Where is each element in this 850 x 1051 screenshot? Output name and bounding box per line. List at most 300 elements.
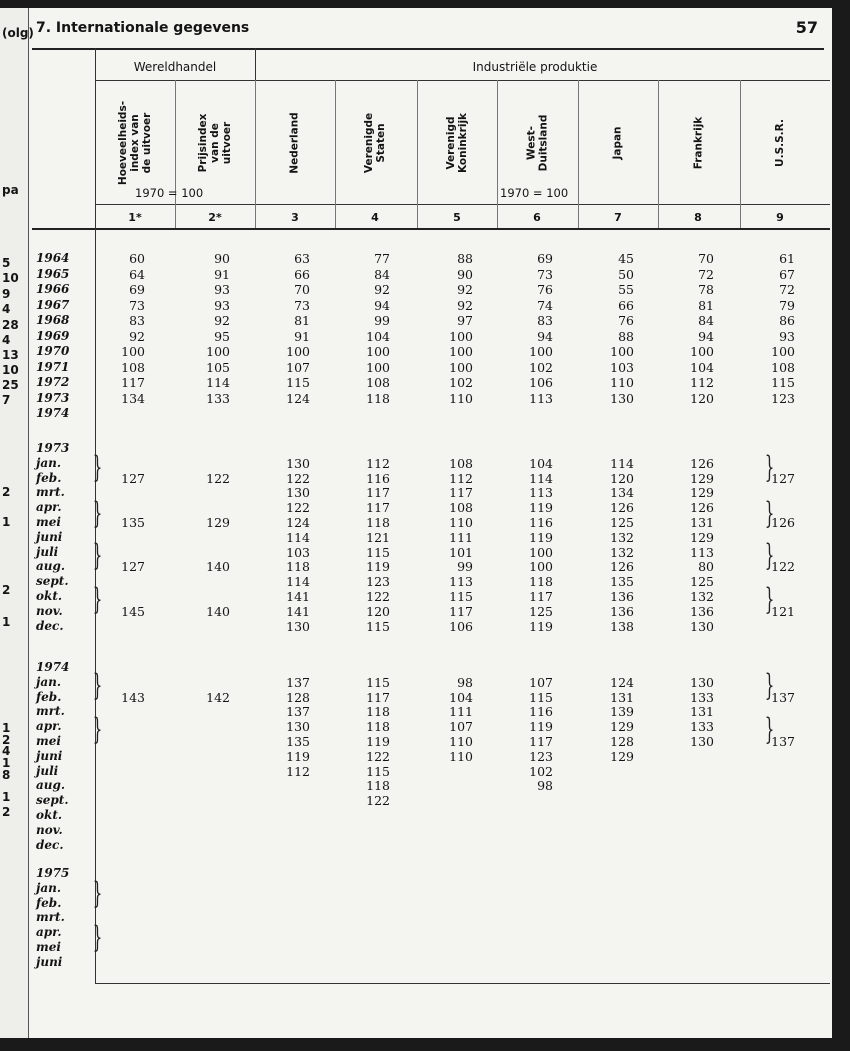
table-cell: 122 <box>771 559 795 575</box>
table-cell: 136 <box>610 603 634 619</box>
table-cell: 92 <box>457 297 473 313</box>
group-rule <box>95 80 830 81</box>
table-cell: 108 <box>771 359 795 375</box>
table-cell: 118 <box>366 390 390 406</box>
table-cell: 107 <box>286 359 310 375</box>
adjacent-page-fragment: 10 <box>2 363 19 377</box>
row-label: jan. <box>36 455 62 470</box>
row-label: 1975 <box>36 866 70 880</box>
column-number: 6 <box>533 211 541 224</box>
table-cell: 137 <box>771 734 795 749</box>
table-cell: 100 <box>529 344 553 359</box>
table-cell: 133 <box>690 719 714 735</box>
adjacent-page-fragment: 2 <box>2 733 11 747</box>
table-cell: 139 <box>610 704 634 720</box>
table-row <box>30 500 830 515</box>
table-cell: 122 <box>366 793 390 809</box>
adjacent-page-fragment: 5 <box>2 256 11 270</box>
adjacent-page-fragment: 2 <box>2 485 11 499</box>
table-cell: 55 <box>618 282 634 297</box>
column-header-label: Prijsindex van de uitvoer <box>197 113 233 173</box>
table-cell: 100 <box>366 344 390 359</box>
row-label: nov. <box>36 822 63 837</box>
table-cell: 74 <box>537 297 553 313</box>
table-cell: 137 <box>771 689 795 705</box>
table-cell: 92 <box>457 282 473 297</box>
column-header-label: Hoeveelheids- index van de uitvoer <box>117 100 154 186</box>
table-cell: 122 <box>206 470 230 486</box>
table-cell: 110 <box>610 375 634 390</box>
section-title: 7. Internationale gegevens <box>36 20 250 36</box>
table-row <box>30 574 830 589</box>
row-label: dec. <box>36 837 64 852</box>
quarter-brace: } <box>92 668 103 703</box>
table-cell: 97 <box>457 313 473 328</box>
table-row <box>30 896 830 911</box>
adjacent-page-fragment: 9 <box>2 287 11 301</box>
table-cell: 105 <box>206 359 230 375</box>
table-cell: 123 <box>529 748 553 764</box>
column-number: 5 <box>453 211 461 224</box>
table-row <box>30 313 830 328</box>
table-cell: 129 <box>690 470 714 486</box>
table-cell: 104 <box>529 455 553 471</box>
table-cell: 106 <box>529 375 553 390</box>
header-bottom-rule <box>32 228 830 230</box>
adjacent-page-fragment: 4 <box>2 333 11 347</box>
adjacent-page-fragment: 1 <box>2 756 11 770</box>
adjacent-page-strip <box>0 8 34 1038</box>
table-cell: 124 <box>286 515 310 530</box>
table-cell: 129 <box>206 515 230 530</box>
table-row <box>30 391 830 406</box>
table-row <box>30 251 830 266</box>
table-cell: 99 <box>374 313 390 328</box>
page-number: 57 <box>795 18 818 37</box>
table-cell: 69 <box>129 282 145 297</box>
row-label: juni <box>36 748 63 763</box>
table-cell: 119 <box>529 719 553 735</box>
row-label: 1971 <box>36 359 70 374</box>
table-cell: 128 <box>610 734 634 749</box>
column-number: 9 <box>776 211 784 224</box>
table-cell: 118 <box>366 515 390 530</box>
row-label: mei <box>36 940 61 954</box>
table-cell: 132 <box>690 589 714 604</box>
column-rule <box>175 80 176 228</box>
table-cell: 78 <box>698 282 714 297</box>
table-cell: 93 <box>214 282 230 297</box>
row-label: 1967 <box>36 297 70 312</box>
adjacent-page-fragment: (olg) <box>2 26 34 40</box>
table-row <box>30 749 830 764</box>
row-label: 1972 <box>36 375 70 389</box>
adjacent-page-fragment: 28 <box>2 318 19 332</box>
table-cell: 106 <box>449 618 473 634</box>
table-cell: 108 <box>121 359 145 375</box>
table-cell: 63 <box>294 251 310 266</box>
table-row <box>30 344 830 359</box>
table-cell: 88 <box>618 328 634 344</box>
table-row <box>30 282 830 297</box>
table-cell: 143 <box>121 689 145 705</box>
table-cell: 140 <box>206 603 230 619</box>
table-cell: 132 <box>610 544 634 560</box>
row-label: mrt. <box>36 910 65 925</box>
table-cell: 50 <box>618 266 634 282</box>
table-cell: 102 <box>449 375 473 390</box>
table-cell: 112 <box>690 375 714 390</box>
table-cell: 98 <box>457 674 473 690</box>
table-cell: 118 <box>529 574 553 590</box>
table-cell: 141 <box>286 603 310 619</box>
table-cell: 111 <box>449 529 473 545</box>
table-row <box>30 675 830 690</box>
table-cell: 83 <box>537 313 553 328</box>
table-cell: 67 <box>779 266 795 282</box>
table-cell: 76 <box>618 313 634 328</box>
table-cell: 126 <box>771 515 795 530</box>
table-cell: 118 <box>366 704 390 720</box>
row-label: juli <box>36 763 59 778</box>
table-row <box>30 910 830 925</box>
table-cell: 138 <box>610 618 634 634</box>
column-number: 7 <box>614 211 622 224</box>
table-cell: 112 <box>449 470 473 486</box>
table-cell: 127 <box>121 559 145 575</box>
table-cell: 100 <box>771 344 795 359</box>
quarter-brace: } <box>92 450 103 485</box>
table-cell: 125 <box>529 603 553 619</box>
adjacent-page-fragment: 1 <box>2 615 11 629</box>
table-cell: 145 <box>121 603 145 619</box>
adjacent-page-fragment: 4 <box>2 302 11 316</box>
table-row <box>30 485 830 500</box>
table-cell: 114 <box>610 455 634 471</box>
table-row <box>30 764 830 779</box>
row-label: 1966 <box>36 282 70 296</box>
column-rule <box>335 80 336 228</box>
table-cell: 100 <box>206 344 230 359</box>
table-cell: 114 <box>286 574 310 590</box>
table-cell: 141 <box>286 589 310 604</box>
table-cell: 104 <box>690 359 714 375</box>
table-cell: 115 <box>366 763 390 779</box>
adjacent-page-fragment: 25 <box>2 378 19 392</box>
adjacent-page-fragment: 4 <box>2 744 11 758</box>
table-cell: 122 <box>286 470 310 486</box>
table-cell: 130 <box>690 734 714 749</box>
column-rule <box>658 80 659 228</box>
table-cell: 112 <box>286 763 310 779</box>
table-cell: 102 <box>529 763 553 779</box>
table-cell: 117 <box>449 485 473 501</box>
table-cell: 73 <box>294 297 310 313</box>
table-cell: 99 <box>457 559 473 575</box>
table-cell: 130 <box>286 618 310 634</box>
table-cell: 137 <box>286 704 310 720</box>
column-rule <box>497 80 498 228</box>
table-cell: 100 <box>610 344 634 359</box>
row-label: mrt. <box>36 704 65 719</box>
table-cell: 72 <box>698 266 714 282</box>
table-cell: 95 <box>214 328 230 344</box>
table-cell: 110 <box>449 515 473 530</box>
table-row <box>30 559 830 574</box>
adjacent-page-fragment: 1 <box>2 515 11 529</box>
quarter-brace: } <box>764 496 775 531</box>
table-cell: 116 <box>366 470 390 486</box>
quarter-brace: } <box>92 496 103 531</box>
column-header-label: Nederland <box>289 112 301 174</box>
row-label: feb. <box>36 689 62 704</box>
table-cell: 60 <box>129 251 145 266</box>
table-row <box>30 360 830 375</box>
table-cell: 117 <box>449 603 473 619</box>
table-cell: 90 <box>214 251 230 266</box>
table-row <box>30 530 830 545</box>
table-cell: 130 <box>286 455 310 471</box>
table-cell: 113 <box>529 390 553 406</box>
quarter-brace: } <box>92 876 103 911</box>
table-cell: 118 <box>366 719 390 735</box>
table-cell: 79 <box>779 297 795 313</box>
adjacent-page-fragment: 2 <box>2 583 11 597</box>
table-cell: 133 <box>206 390 230 406</box>
table-cell: 136 <box>610 589 634 604</box>
table-row <box>30 456 830 471</box>
column-header-label: Verenigde Staten <box>362 112 387 174</box>
table-cell: 114 <box>206 375 230 390</box>
table-cell: 117 <box>529 734 553 749</box>
table-cell: 130 <box>286 485 310 501</box>
column-header-label: Japan <box>611 126 624 160</box>
row-label: 1970 <box>36 344 70 358</box>
table-cell: 108 <box>449 455 473 471</box>
table-cell: 81 <box>294 313 310 328</box>
row-label: mrt. <box>36 485 65 500</box>
table-cell: 130 <box>610 390 634 406</box>
table-cell: 94 <box>537 328 553 344</box>
table-cell: 127 <box>771 470 795 486</box>
table-cell: 100 <box>529 544 553 560</box>
row-label: apr. <box>36 925 62 940</box>
quarter-brace: } <box>92 712 103 747</box>
table-cell: 110 <box>449 734 473 749</box>
table-row <box>30 619 830 634</box>
table-cell: 122 <box>366 748 390 764</box>
table-cell: 125 <box>690 574 714 590</box>
table-cell: 117 <box>366 500 390 516</box>
table-row <box>30 329 830 344</box>
table-row <box>30 778 830 793</box>
quarter-brace: } <box>764 712 775 747</box>
quarter-brace: } <box>92 920 103 955</box>
table-cell: 126 <box>690 500 714 516</box>
table-cell: 128 <box>286 689 310 705</box>
table-cell: 132 <box>610 529 634 545</box>
row-label: 1968 <box>36 313 70 327</box>
table-cell: 130 <box>690 618 714 634</box>
table-cell: 76 <box>537 282 553 297</box>
table-row <box>30 515 830 530</box>
table-cell: 131 <box>690 704 714 720</box>
table-cell: 104 <box>449 689 473 705</box>
table-cell: 115 <box>366 544 390 560</box>
table-cell: 119 <box>529 618 553 634</box>
table-cell: 45 <box>618 251 634 266</box>
column-header <box>417 88 497 198</box>
table-cell: 117 <box>366 485 390 501</box>
column-header-label: Frankrijk <box>692 116 704 170</box>
table-cell: 119 <box>366 559 390 575</box>
table-cell: 119 <box>529 529 553 545</box>
table-cell: 127 <box>121 470 145 486</box>
table-cell: 84 <box>374 266 390 282</box>
adjacent-page-fragment: 10 <box>2 271 19 285</box>
table-row <box>30 471 830 486</box>
table-row <box>30 925 830 940</box>
table-cell: 115 <box>366 618 390 634</box>
base-year-right: 1970 = 100 <box>500 186 569 200</box>
table-row <box>30 589 830 604</box>
quarter-brace: } <box>764 450 775 485</box>
table-row <box>30 793 830 808</box>
table-cell: 135 <box>610 574 634 590</box>
table-cell: 119 <box>366 734 390 749</box>
table-cell: 113 <box>690 544 714 560</box>
row-label: mei <box>36 515 61 529</box>
table-cell: 134 <box>610 485 634 501</box>
adjacent-page-fragment: pa <box>2 183 19 197</box>
table-cell: 130 <box>690 674 714 690</box>
table-cell: 100 <box>690 344 714 359</box>
row-label: mei <box>36 734 61 748</box>
table-cell: 135 <box>286 734 310 749</box>
table-cell: 90 <box>457 266 473 282</box>
table-cell: 122 <box>366 589 390 604</box>
table-cell: 101 <box>449 544 473 560</box>
table-cell: 117 <box>529 589 553 604</box>
table-cell: 126 <box>610 500 634 516</box>
row-label: 1965 <box>36 266 70 281</box>
document-page <box>0 8 832 1038</box>
column-header-label: U.S.S.R. <box>773 119 786 167</box>
adjacent-page-fragment: 13 <box>2 348 19 362</box>
column-number: 4 <box>371 211 379 224</box>
quarter-brace: } <box>92 538 103 573</box>
table-cell: 130 <box>286 719 310 735</box>
table-row <box>30 719 830 734</box>
table-cell: 73 <box>537 266 553 282</box>
table-cell: 120 <box>366 603 390 619</box>
row-label: aug. <box>36 559 66 574</box>
table-row <box>30 808 830 823</box>
table-cell: 114 <box>529 470 553 486</box>
table-cell: 134 <box>121 390 145 406</box>
base-rule <box>95 204 830 205</box>
top-rule <box>32 48 824 50</box>
table-cell: 121 <box>771 603 795 619</box>
table-cell: 81 <box>698 297 714 313</box>
row-label: okt. <box>36 589 63 603</box>
column-header-label: West- Duitsland <box>525 114 549 172</box>
column-rule <box>740 80 741 228</box>
table-cell: 64 <box>129 266 145 282</box>
adjacent-page-fragment: 7 <box>2 393 11 407</box>
table-cell: 61 <box>779 251 795 266</box>
column-header <box>95 88 175 198</box>
table-cell: 83 <box>129 313 145 328</box>
column-rule <box>578 80 579 228</box>
row-label: 1964 <box>36 251 70 265</box>
table-cell: 117 <box>366 689 390 705</box>
table-row <box>30 823 830 838</box>
table-row <box>30 267 830 282</box>
table-row <box>30 545 830 560</box>
table-cell: 124 <box>610 674 634 690</box>
table-cell: 125 <box>610 515 634 530</box>
table-cell: 123 <box>366 574 390 590</box>
table-cell: 91 <box>214 266 230 282</box>
column-number: 2* <box>208 211 222 224</box>
row-label: aug. <box>36 778 66 793</box>
table-cell: 120 <box>690 390 714 406</box>
table-cell: 122 <box>286 500 310 516</box>
row-label: sept. <box>36 793 69 808</box>
table-cell: 102 <box>529 359 553 375</box>
table-cell: 113 <box>529 485 553 501</box>
table-cell: 131 <box>610 689 634 705</box>
table-cell: 108 <box>449 500 473 516</box>
quarter-brace: } <box>92 582 103 617</box>
table-cell: 84 <box>698 313 714 328</box>
table-cell: 91 <box>294 328 310 344</box>
table-cell: 116 <box>529 704 553 720</box>
adjacent-page-fragment: 8 <box>2 768 11 782</box>
group-header-industrial-production: Industriële produktie <box>472 60 598 74</box>
table-row <box>30 940 830 955</box>
table-cell: 93 <box>779 328 795 344</box>
table-cell: 137 <box>286 674 310 690</box>
column-number: 3 <box>291 211 299 224</box>
table-cell: 124 <box>286 390 310 406</box>
table-cell: 80 <box>698 559 714 575</box>
table-row <box>30 955 830 970</box>
table-cell: 100 <box>449 344 473 359</box>
table-cell: 115 <box>529 689 553 705</box>
table-cell: 129 <box>690 529 714 545</box>
row-label: feb. <box>36 895 62 910</box>
table-cell: 117 <box>121 375 145 390</box>
table-cell: 119 <box>529 500 553 516</box>
row-label: juli <box>36 544 59 559</box>
table-cell: 98 <box>537 778 553 794</box>
table-row <box>30 660 830 675</box>
table-cell: 135 <box>121 515 145 530</box>
table-row <box>30 441 830 456</box>
table-cell: 92 <box>214 313 230 328</box>
row-label: feb. <box>36 470 62 485</box>
table-cell: 115 <box>366 674 390 690</box>
row-label: dec. <box>36 618 64 633</box>
table-row <box>30 734 830 749</box>
table-cell: 131 <box>690 515 714 530</box>
table-cell: 123 <box>771 390 795 406</box>
table-cell: 121 <box>366 529 390 545</box>
table-cell: 118 <box>286 559 310 575</box>
quarter-brace: } <box>764 668 775 703</box>
